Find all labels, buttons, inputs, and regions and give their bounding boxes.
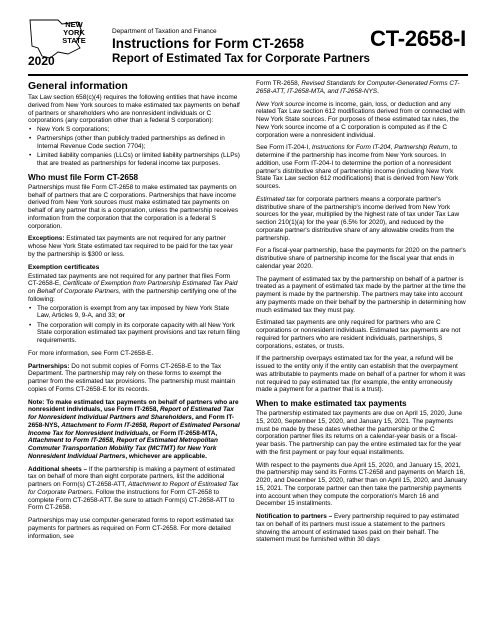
list-item: • The corporation will comply in its corporate capacity with all New York State corporation estimated tax payment provisions and tax return filing requirements.	[37, 322, 240, 345]
logo-line-3: STATE	[62, 36, 86, 45]
note-text: , and Form IT-2658-NYS,	[28, 414, 235, 429]
notification-text: Every partnership required to pay estimated tax on behalf of its partners must issue a statement to the partners showing the amount of estimated taxes paid on their behalf. The statement must be furnished within 30 days	[256, 513, 459, 544]
general-information-heading: General information	[28, 80, 128, 92]
note-text: Note: To make estimated tax payments on behalf of partners who are nonresident individuals, use Form IT-2658,	[28, 398, 239, 414]
exemption-text-end: , with the partnership certifying one of the following:	[28, 288, 237, 303]
exemption-certificates-heading: Exemption certificates	[28, 263, 100, 271]
entity-list	[28, 126, 240, 168]
exemption-list	[28, 305, 240, 345]
exceptions-label: Exceptions:	[28, 235, 65, 243]
exceptions-paragraph	[28, 235, 240, 258]
tr-text: Form TR-2658,	[256, 80, 302, 87]
computer-generated-text: Partnerships may use computer-generated forms to report estimated tax payments for partners as required on Form CT-2658. For more detailed information, see	[28, 517, 234, 540]
exceptions-text: Estimated tax payments are not required for any partner whose New York State estimated tax required to be paid for the tax year by the partnership is $300 or less.	[28, 235, 233, 258]
exemption-paragraph	[28, 273, 240, 304]
ny-source-paragraph	[256, 101, 468, 140]
tr-2658-paragraph	[256, 80, 468, 96]
payment-text: The payment of estimated tax by the partnership on behalf of a partner is treated as a payment of estimated tax made by the partner at the time the payment is made by the partnership. The partners may take into account any payments made on their behalf by the partnership in determining how much estimated tax they must pay.	[256, 275, 466, 314]
general-intro: Tax Law section 658(c)(4) requires the following entities that have income derived from New York sources to make estimated tax payments on behalf of partners or shareholders who are nonresident individuals or C corporations (any corporation other than a federal S corporation):	[28, 94, 240, 125]
ny-source-text: income is income, gain, loss, or deduction and any related Tax Law section 612 modifications derived from or connected with New York State sources. For purposes of these estimated tax rules, the New York source income of a C corporation is computed as if the C corporation were a nonresident individual.	[256, 100, 465, 139]
when-to-pay-heading: When to make estimated tax payments	[256, 399, 407, 408]
note-form-title: Attachment to Form IT-2658, Report of Estimated Personal Income Tax for Nonresident Individuals	[28, 421, 240, 437]
who-must-file-heading: Who must file Form CT-2658	[28, 172, 139, 182]
estimated-tax-paragraph	[256, 196, 468, 243]
nys-logo	[28, 18, 100, 66]
note-form-title: Attachment to Form IT-2658, Report of Estimated Metropolitan Commuter Transportation Mobility Tax (MCTMT) for New York Nonresident Individual Partners	[28, 437, 218, 460]
exemption-text: Estimated tax payments are not required for any partner that files Form CT-2658-E,	[28, 272, 231, 288]
form-year: 2020	[28, 54, 55, 66]
exemption-item-text: The corporation is exempt from any tax imposed by New York State Law, Articles 9, 9-A, and 33;	[37, 304, 230, 320]
overpayment-text: If the partnership overpays estimated tax for the year, a refund will be issued to the entity only if the entity can establish that the overpayment was attributable to payments made on behalf of a partner for whom it was not required to pay estimated tax (for example, the entity erroneously made a payment for a partner that is a trust).	[256, 355, 466, 394]
page-subtitle: Report of Estimated Tax for Corporate Partners	[112, 53, 370, 65]
exemption-form-title: Certificate of Exemption from Partnership Estimated Tax Paid on Behalf of Corporate Partners	[28, 280, 238, 295]
page-header	[0, 0, 494, 74]
estimated-tax-text: for corporate partners means a corporate partner's distributive share of the partnership's income derived from New York sources for the year, multiplied by the highest rate of tax under Tax Law section 210(1)(a) for the year (6.5% for 2020), and reduced by the corporate partner's distributive share of any allowable credits from the partnership.	[256, 195, 460, 242]
form-code: CT-2658-I	[370, 26, 467, 51]
see-text-end: , to determine if the partnership has income from New York sources. In addition, use Form IT-204-I to determine the portion of a nonresident partner's distributive share of partnership income (including New York State Tax Law section 612 modifications) that is derived from New York sources.	[256, 144, 459, 190]
list-item: • Limited liability companies (LLCs) or limited liability partnerships (LLPs) that are treated as partnerships for federal income tax purposes.	[37, 152, 240, 168]
tr-form-title: Revised Standards for Computer-Generated Forms CT-2658-ATT, IT-2658-MTA, and IT-2658-NYS	[256, 80, 460, 95]
list-item: • New York S corporations;	[37, 126, 240, 134]
note-paragraph	[28, 399, 240, 461]
when-to-pay-text: The partnership estimated tax payments are due on April 15, 2020, June 15, 2020, September 15, 2020, and January 15, 2021. The payments must be made by these dates whether the partnership or the C corporation partner files its returns on a calendar-year basis or a fiscal-year basis. The partnership can pay the entire estimated tax for the year with the first payment or pay four equal installments.	[256, 410, 463, 456]
logo-line-1: NEW	[65, 20, 83, 29]
see-text: See Form IT-204-I,	[256, 144, 312, 152]
list-item	[37, 305, 240, 321]
additional-sheets-text: If the partnership is making a payment of estimated tax on behalf of more than eight corporate partners, list the additional partners on Form(s) CT-2658-ATT,	[28, 465, 235, 488]
additional-sheets-label: Additional sheets –	[28, 465, 88, 473]
note-text: , or Form IT-2658-MTA,	[148, 429, 218, 437]
tr-text-end: .	[377, 87, 379, 95]
required-partners-text: Estimated tax payments are only required for partners who are C corporations or nonresident individuals. Estimated tax payments are not required for partners who are resident individuals, partnerships, S corporations, estates, or trusts.	[256, 319, 461, 350]
partnerships-paragraph	[28, 363, 240, 394]
notification-label: Notification to partners –	[256, 513, 333, 520]
additional-sheets-text-end: . Follow the instructions for Form CT-2658 to complete Form CT-2658-ATT. Be sure to attach Form(s) CT-2658-ATT to Form CT-2658.	[28, 488, 235, 512]
additional-sheets-paragraph	[28, 466, 240, 513]
list-item: • Partnerships (other than publicly traded partnerships as defined in Internal Revenue Code section 7704);	[37, 135, 240, 151]
note-form-title: Report of Estimated Tax for Nonresident Individual Partners and Shareholders	[28, 406, 234, 421]
respect-dates-text: With respect to the payments due April 15, 2020, and January 15, 2021, the partnership may send its Forms CT-2658 and payments on March 16, 2020, and December 15, 2020, rather than on April 15, 2020, and January 15, 2021. The corporate partner can then take the partnership payments into account when they compute the corporation's March 16 and December 15 installments.	[256, 461, 467, 508]
more-info-text: For more information, see Form CT-2658-E.	[28, 349, 154, 357]
header-rule	[28, 74, 468, 76]
notification-paragraph	[256, 513, 468, 544]
note-text: , whichever are applicable.	[125, 452, 207, 460]
exemption-item-or: or	[118, 312, 126, 320]
attachment-form-title: Attachment to Report of Estimated Tax for Corporate Partners	[28, 481, 239, 496]
right-column	[256, 80, 468, 640]
page-title: Instructions for Form CT-2658	[112, 36, 305, 51]
fiscal-year-text: For a fiscal-year partnership, base the payments for 2020 on the partner's distributive share of partnership income for the fiscal year that ends in calendar year 2020.	[256, 247, 466, 270]
partnerships-text: Do not submit copies of Forms CT-2658-E to the Tax Department. The partnership may rely on these forms to exempt the partner from the estimated tax provisions. The partnership must maintain copies of Forms CT-2658-E for its records.	[28, 362, 236, 393]
estimated-tax-term: Estimated tax	[256, 195, 295, 203]
partnerships-label: Partnerships:	[28, 362, 70, 370]
left-column	[28, 80, 240, 640]
department-name: Department of Taxation and Finance	[112, 28, 217, 35]
it-204-form-title: Instructions for Form IT-204, Partnership Return	[311, 144, 449, 152]
ny-source-term: New York source	[256, 100, 305, 108]
logo-line-2: YORK	[63, 28, 85, 37]
who-must-file-text: Partnerships must file Form CT-2658 to make estimated tax payments on behalf of partners that are C corporations. Partnerships that have income derived from New York sources must make estimated tax payments on behalf of any partner that is a corporation, unless the partnership receives information from the corporation that the corporation is a federal S corporation.	[28, 183, 239, 230]
see-it-204-paragraph	[256, 144, 468, 191]
